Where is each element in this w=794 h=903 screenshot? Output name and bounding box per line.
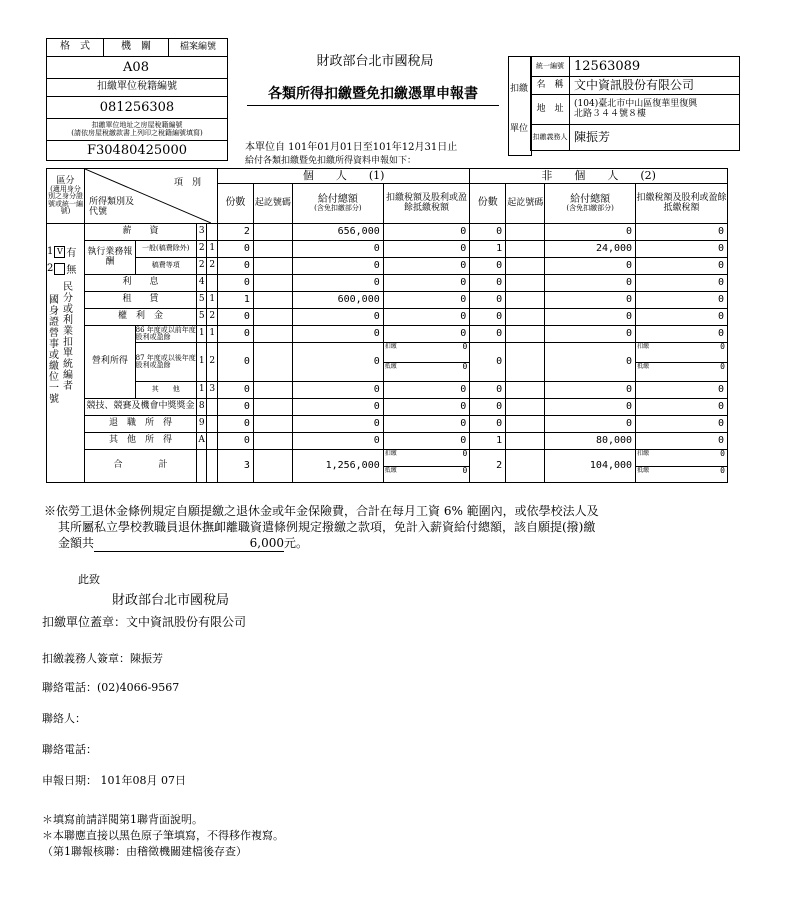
withholder-box	[530, 56, 740, 151]
row-subcode	[207, 433, 218, 450]
zone-option-1[interactable]	[47, 243, 82, 260]
item-header	[85, 169, 218, 224]
total-value: 24,000	[545, 241, 636, 258]
startno-value	[253, 292, 292, 309]
total-value: 80,000	[545, 433, 636, 450]
tax-id-value: 081256308	[47, 97, 228, 119]
zone-side-text: 國身證營事或繳位一號	[49, 295, 59, 405]
sign-value: 陳振芳	[130, 652, 163, 665]
uniform-no: 12563089	[570, 57, 740, 77]
row-name: 其 他	[135, 382, 196, 399]
startno-value	[253, 309, 292, 326]
count-header-2: 份數	[470, 184, 506, 224]
row-code	[196, 450, 207, 483]
count-value: 0	[218, 382, 254, 399]
total-value: 0	[545, 399, 636, 416]
row-code: 5	[196, 309, 207, 326]
group-individual: 個 人 (1)	[218, 169, 470, 184]
row-subcode	[207, 450, 218, 483]
total-note-2: (含免扣繳部分)	[566, 204, 614, 213]
row-name: 薪 資	[85, 224, 197, 241]
tax-credit-value: 0	[720, 466, 725, 475]
row-code: A	[196, 433, 207, 450]
tax-value: 0	[383, 382, 470, 399]
total-value: 0	[292, 343, 383, 382]
total-value: 0	[545, 275, 636, 292]
total-value: 0	[292, 326, 383, 343]
address-line2: 北路３４４號８樓	[574, 108, 647, 119]
footnote-1: ＊填寫前請詳閱第1聯背面說明。	[42, 813, 203, 826]
total-value: 104,000	[545, 450, 636, 483]
startno-value	[506, 309, 545, 326]
row-name: 權 利 金	[85, 309, 197, 326]
item-label: 項 別	[173, 178, 201, 188]
table-row	[47, 241, 728, 258]
uniform-no-label: 統一編號	[531, 57, 570, 77]
count-value: 0	[218, 326, 254, 343]
format-box	[46, 38, 228, 161]
count-value: 0	[218, 343, 254, 382]
total-value: 0	[545, 382, 636, 399]
tax-value: 0	[383, 416, 470, 433]
row-subcode: 2	[207, 343, 218, 382]
startno-value	[506, 258, 545, 275]
tax-value: 0	[383, 258, 470, 275]
withholder-side-label	[508, 56, 532, 156]
group-non-individual: 非 個 人 (2)	[470, 169, 728, 184]
contact-label: 聯絡人：	[42, 712, 86, 725]
split-top-label: 扣繳	[384, 450, 397, 457]
row-subcode: 3	[207, 382, 218, 399]
count-value: 3	[218, 450, 254, 483]
startno-value	[506, 450, 545, 483]
split-top-label: 扣繳	[384, 343, 397, 350]
startno-value	[253, 258, 292, 275]
tax-value: 0	[383, 399, 470, 416]
row-subcode	[207, 224, 218, 241]
tax-value: 0	[636, 433, 728, 450]
startno-value	[506, 275, 545, 292]
startno-value	[506, 326, 545, 343]
startno-value	[253, 224, 292, 241]
total-header-1: 給付總額	[317, 193, 358, 205]
total-value: 0	[545, 326, 636, 343]
tax-value: 0	[636, 292, 728, 309]
total-value: 0	[292, 275, 383, 292]
split-tax-2	[636, 450, 727, 482]
tax-value: 0	[636, 416, 728, 433]
count-value: 2	[470, 450, 506, 483]
startno-value	[506, 292, 545, 309]
table-row	[47, 450, 728, 483]
split-top-label: 扣繳	[637, 450, 650, 457]
footnote-2: ＊本聯應直接以黑色原子筆填寫，不得移作複寫。	[42, 829, 284, 842]
address-label: 地 址	[531, 95, 570, 125]
startno-value	[253, 450, 292, 483]
tax-value: 0	[636, 258, 728, 275]
tax-value: 0	[636, 224, 728, 241]
format-code: A08	[104, 57, 169, 79]
row-subcode	[207, 399, 218, 416]
total-value: 656,000	[292, 224, 383, 241]
tax-value: 0	[383, 433, 470, 450]
row-name: 利 息	[85, 275, 197, 292]
total-value: 0	[545, 258, 636, 275]
zone-option-1-label: 有	[66, 248, 77, 259]
row-code: 1	[196, 343, 207, 382]
row-code: 9	[196, 416, 207, 433]
note-amount: 6,000	[94, 535, 284, 552]
startno-header-2: 起訖號碼	[506, 184, 545, 224]
count-value: 0	[470, 292, 506, 309]
period-text2: 給付各類扣繳暨免扣繳所得資料申報如下：	[245, 156, 417, 166]
count-value: 0	[470, 343, 506, 382]
startno-value	[253, 326, 292, 343]
zone-checkbox-2[interactable]	[54, 263, 65, 275]
row-subcode: 1	[207, 241, 218, 258]
zone-header	[47, 169, 85, 224]
note-line3-prefix: 金額共	[58, 536, 95, 550]
phone-value: (02)4066-9567	[97, 681, 180, 694]
split-tax-1	[384, 450, 470, 482]
to-label: 此致	[78, 573, 100, 586]
date-row	[42, 772, 186, 788]
house-tax-note: (請依房屋稅繳款書上列印之稅籍編號填寫)	[71, 128, 203, 137]
tax-withheld-value: 0	[720, 449, 725, 458]
withholder-side-bottom: 單位	[510, 124, 529, 134]
tax-value: 0	[383, 275, 470, 292]
count-value: 0	[470, 275, 506, 292]
count-value: 0	[218, 399, 254, 416]
tax-header-2: 扣繳稅額及股利或盈餘抵繳稅額	[636, 184, 728, 224]
row-code: 1	[196, 326, 207, 343]
note-line1: ※依勞工退休金條例規定自願提繳之退休金或年金保險費，合計在每月工資 6% 範圍內，或依學校法人及	[44, 504, 599, 518]
tax-value: 0	[383, 292, 470, 309]
tax-withheld-value: 0	[720, 342, 725, 351]
phone2-label: 聯絡電話：	[42, 743, 97, 756]
agency-label: 機 關	[104, 39, 169, 57]
row-name: 租 賃	[85, 292, 197, 309]
sign-row	[42, 650, 163, 666]
split-bottom-label: 抵繳	[637, 363, 650, 370]
company-name: 文中資訊股份有限公司	[570, 77, 740, 95]
total-value: 1,256,000	[292, 450, 383, 483]
address-line1: (104)臺北市中山區復華里復興	[574, 99, 698, 110]
row-code: 8	[196, 399, 207, 416]
period-text: 本單位自 101年01月01日至101年12月31日止	[245, 142, 458, 153]
note-line3-suffix: 元。	[284, 536, 309, 550]
count-value: 2	[218, 224, 254, 241]
count-value: 1	[218, 292, 254, 309]
format-label: 格 式	[47, 39, 104, 57]
startno-value	[506, 399, 545, 416]
startno-value	[506, 382, 545, 399]
startno-value	[253, 433, 292, 450]
startno-value	[506, 343, 545, 382]
zone-checkbox-1[interactable]: V	[54, 246, 65, 258]
count-value: 0	[470, 416, 506, 433]
table-row	[47, 275, 728, 292]
row-name: 86 年度或以前年度股利或盈餘	[135, 325, 196, 341]
split-bottom-label: 抵繳	[384, 467, 397, 474]
table-row	[47, 433, 728, 450]
startno-value	[253, 416, 292, 433]
withholder-side-top: 扣繳	[510, 84, 529, 94]
row-subcode	[207, 275, 218, 292]
row-code: 1	[196, 382, 207, 399]
zone-option-1-num: 1	[47, 246, 54, 257]
tax-value: 0	[383, 224, 470, 241]
table-row	[47, 292, 728, 309]
split-tax-2	[636, 343, 727, 381]
tax-header-1: 扣繳稅額及股利或盈餘抵繳稅額	[383, 184, 470, 224]
count-value: 0	[470, 224, 506, 241]
table-row	[47, 258, 728, 275]
stamp-value: 文中資訊股份有限公司	[126, 615, 247, 629]
startno-value	[506, 416, 545, 433]
count-value: 0	[470, 326, 506, 343]
tax-withheld-value: 0	[462, 449, 468, 458]
count-value: 0	[218, 416, 254, 433]
house-tax-label: 扣繳單位地址之房屋稅籍編號	[91, 121, 183, 130]
row-subcode: 2	[207, 258, 218, 275]
count-value: 0	[218, 275, 254, 292]
row-subcode	[207, 416, 218, 433]
table-row	[47, 399, 728, 416]
row-name: 其 他 所 得	[85, 433, 197, 450]
income-table	[46, 168, 728, 483]
count-value: 0	[470, 309, 506, 326]
total-value: 0	[545, 292, 636, 309]
tax-value: 0	[636, 275, 728, 292]
tax-credit-value: 0	[462, 362, 468, 371]
count-value: 0	[470, 399, 506, 416]
row-code: 3	[196, 224, 207, 241]
total-value: 0	[292, 416, 383, 433]
count-value: 1	[470, 433, 506, 450]
startno-value	[253, 343, 292, 382]
startno-value	[253, 382, 292, 399]
note-line2: 其所屬私立學校教職員退休撫卹離職資遣條例規定撥繳之款項，免計入薪資給付總額，該自願提(撥)繳	[58, 520, 596, 534]
date-label: 申報日期：	[42, 774, 97, 787]
total-value: 600,000	[292, 292, 383, 309]
startno-value	[506, 224, 545, 241]
startno-value	[253, 241, 292, 258]
row-subcode: 1	[207, 292, 218, 309]
count-value: 0	[218, 433, 254, 450]
row-code: 2	[196, 258, 207, 275]
zone-option-2[interactable]	[47, 260, 82, 277]
count-value: 0	[470, 382, 506, 399]
table-row	[47, 224, 728, 241]
split-tax-1	[384, 343, 470, 381]
count-value: 0	[470, 258, 506, 275]
count-value: 0	[218, 258, 254, 275]
count-value: 0	[218, 241, 254, 258]
date-value: 101年08月 07日	[100, 774, 186, 787]
tax-value: 0	[636, 241, 728, 258]
table-row	[47, 382, 728, 399]
count-value: 1	[470, 241, 506, 258]
agent-label: 扣繳義務人	[531, 125, 570, 151]
row-code: 4	[196, 275, 207, 292]
total-value: 0	[545, 343, 636, 382]
table-row	[47, 343, 728, 382]
row-name: 合 計	[85, 450, 197, 483]
split-top-label: 扣繳	[637, 343, 650, 350]
business-label: 營利所得	[85, 326, 136, 399]
phone-label: 聯絡電話：	[42, 681, 97, 694]
house-tax-value: F30480425000	[47, 141, 228, 161]
total-note-1: (含免扣繳部分)	[314, 204, 362, 213]
total-value: 0	[292, 258, 383, 275]
zone-option-2-label: 無	[66, 265, 77, 276]
row-code: 5	[196, 292, 207, 309]
exec-biz-label: 執行業務報酬	[85, 241, 136, 275]
bureau-name: 財政部台北市國稅局	[316, 54, 434, 69]
total-value: 0	[545, 309, 636, 326]
tax-withheld-value: 0	[462, 342, 468, 351]
row-subcode: 2	[207, 309, 218, 326]
row-name: 一般(稿費除外)	[135, 241, 196, 258]
stamp-label: 扣繳單位蓋章：	[42, 615, 127, 629]
footnote-3: （第1聯報核聯：由稽徵機關建檔後存查）	[42, 845, 247, 858]
total-value: 0	[292, 399, 383, 416]
zone-label: 區分	[56, 175, 75, 186]
total-value: 0	[545, 416, 636, 433]
total-header-2: 給付總額	[570, 193, 611, 205]
table-row	[47, 416, 728, 433]
split-bottom-label: 抵繳	[637, 467, 650, 474]
count-header-1: 份數	[218, 184, 254, 224]
name-label: 名 稱	[531, 77, 570, 95]
agent-name: 陳振芳	[570, 125, 740, 151]
form-title: 各類所得扣繳暨免扣繳憑單申報書	[247, 83, 499, 106]
zone-side-text2: 民分或利業扣單統編者	[63, 282, 73, 392]
startno-value	[253, 275, 292, 292]
startno-value	[506, 241, 545, 258]
tax-value: 0	[383, 309, 470, 326]
sign-label: 扣繳義務人簽章：	[42, 652, 130, 665]
row-subcode: 1	[207, 326, 218, 343]
row-code: 2	[196, 241, 207, 258]
table-row	[47, 326, 728, 343]
zone-options	[47, 243, 82, 277]
total-value: 0	[545, 224, 636, 241]
to-bureau: 財政部台北市國稅局	[112, 593, 230, 608]
tax-value: 0	[383, 241, 470, 258]
tax-credit-value: 0	[720, 362, 725, 371]
category-label: 所得類別及代號	[89, 197, 135, 217]
tax-value: 0	[636, 309, 728, 326]
table-row	[47, 309, 728, 326]
row-name: 退 職 所 得	[85, 416, 197, 433]
file-no-label: 檔案編號	[169, 39, 228, 57]
tax-value: 0	[636, 399, 728, 416]
note-line3	[58, 535, 308, 552]
count-value: 0	[218, 309, 254, 326]
tax-value: 0	[636, 326, 728, 343]
tax-id-label: 扣繳單位稅籍編號	[47, 79, 228, 97]
total-value: 0	[292, 241, 383, 258]
split-bottom-label: 抵繳	[384, 363, 397, 370]
tax-value: 0	[383, 326, 470, 343]
total-value: 0	[292, 382, 383, 399]
total-value: 0	[292, 309, 383, 326]
row-name: 競技、競賽及機會中獎獎金	[85, 399, 197, 416]
phone-row	[42, 679, 179, 695]
startno-value	[506, 433, 545, 450]
startno-value	[253, 399, 292, 416]
total-value: 0	[292, 433, 383, 450]
zone-option-2-num: 2	[47, 263, 54, 274]
tax-value: 0	[636, 382, 728, 399]
startno-header-1: 起訖號碼	[253, 184, 292, 224]
row-name: 稿費等項	[135, 258, 196, 275]
row-name: 87 年度或以後年度股利或盈餘	[135, 343, 196, 382]
zone-note: (適用身分別之身分證號或統一編號)	[48, 185, 83, 216]
tax-credit-value: 0	[462, 466, 468, 475]
stamp-row	[42, 613, 246, 630]
